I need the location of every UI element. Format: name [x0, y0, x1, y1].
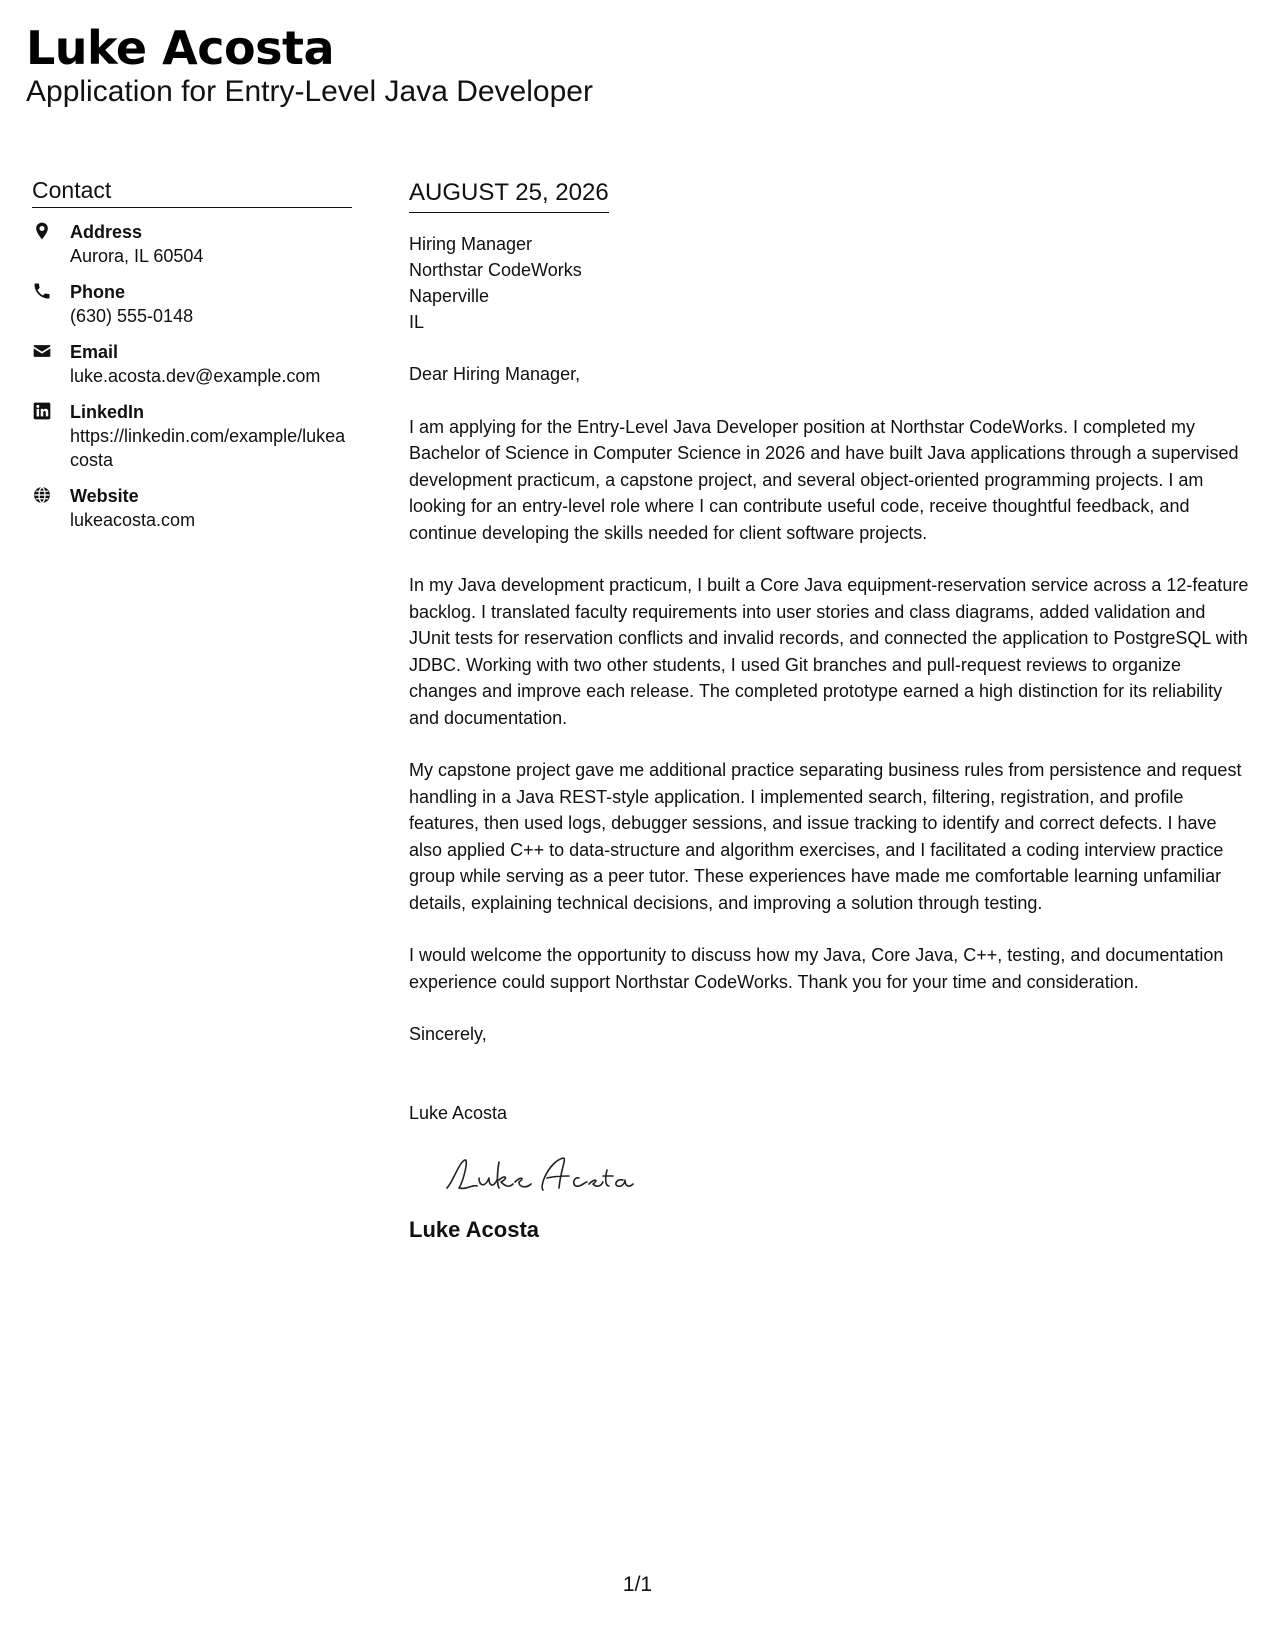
phone-icon [32, 280, 70, 301]
signed-name: Luke Acosta [409, 1217, 540, 1242]
recipient-title: Hiring Manager [409, 234, 533, 254]
salutation: Dear Hiring Manager, [409, 364, 581, 384]
contact-sidebar [32, 176, 352, 544]
header [26, 22, 593, 109]
envelope-icon [32, 340, 70, 361]
website-label: Website [70, 486, 139, 506]
applicant-name: Luke Acosta [26, 21, 335, 75]
contact-phone [32, 280, 352, 328]
address-value: Aurora, IL 60504 [70, 246, 204, 266]
typed-name: Luke Acosta [409, 1102, 508, 1123]
globe-icon [32, 484, 70, 505]
contact-website [32, 484, 352, 532]
linkedin-icon [32, 400, 70, 421]
recipient-company: Northstar CodeWorks [409, 260, 582, 280]
paragraph: I would welcome the opportunity to discuss how my Java, Core Java, C++, testing, and documentation experience could support Northstar CodeWorks. Thank you for your time and consideration. [409, 945, 1224, 992]
contact-heading: Contact [32, 176, 352, 208]
letter-body [409, 178, 1251, 1244]
application-subtitle: Application for Entry-Level Java Developer [26, 74, 593, 108]
contact-email [32, 340, 352, 388]
map-pin-icon [32, 220, 70, 241]
recipient-state: IL [409, 312, 425, 332]
paragraph: My capstone project gave me additional practice separating business rules from persistence and request handling in a Java REST-style application. I implemented search, filtering, registration, and profile features, then used logs, debugger sessions, and issue tracking to identify and correct defects. I have also applied C++ to data-structure and algorithm exercises, and I facilitated a coding interview practice group while serving as a peer tutor. These experiences have made me comfortable learning unfamiliar details, explaining technical decisions, and improving a solution through testing. [409, 760, 1242, 913]
closing: Sincerely, [409, 1024, 487, 1044]
email-value: luke.acosta.dev@example.com [70, 366, 321, 386]
website-value: lukeacosta.com [70, 510, 196, 530]
handwritten-signature [439, 1148, 1251, 1208]
recipient-block [409, 231, 1251, 335]
linkedin-value: https://linkedin.com/example/lukeacosta [70, 426, 346, 470]
address-label: Address [70, 222, 143, 242]
page-number: 1/1 [622, 1573, 653, 1596]
phone-label: Phone [70, 282, 126, 302]
contact-address [32, 220, 352, 268]
paragraph: In my Java development practicum, I built a Core Java equipment-reservation service across a 12-feature backlog. I translated faculty requirements into user stories and class diagrams, added validation and JUnit tests for reservation conflicts and invalid records, and connected the application to PostgreSQL with JDBC. Working with two other students, I used Git branches and pull-request reviews to organize changes and improve each release. The completed prototype earned a high distinction for its reliability and documentation. [409, 575, 1249, 728]
contact-linkedin [32, 400, 352, 472]
recipient-city: Naperville [409, 286, 490, 306]
paragraph: I am applying for the Entry-Level Java Developer position at Northstar CodeWorks. I completed my Bachelor of Science in Computer Science in 2026 and have built Java applications through a supervised development practicum, a capstone project, and several object-oriented programming projects. I am looking for an entry-level role where I can contribute useful code, receive thoughtful feedback, and continue developing the skills needed for client software projects. [409, 416, 1239, 543]
letter-date: AUGUST 25, 2026 [409, 178, 609, 213]
linkedin-label: LinkedIn [70, 402, 145, 422]
phone-value: (630) 555-0148 [70, 306, 194, 326]
email-label: Email [70, 342, 119, 362]
